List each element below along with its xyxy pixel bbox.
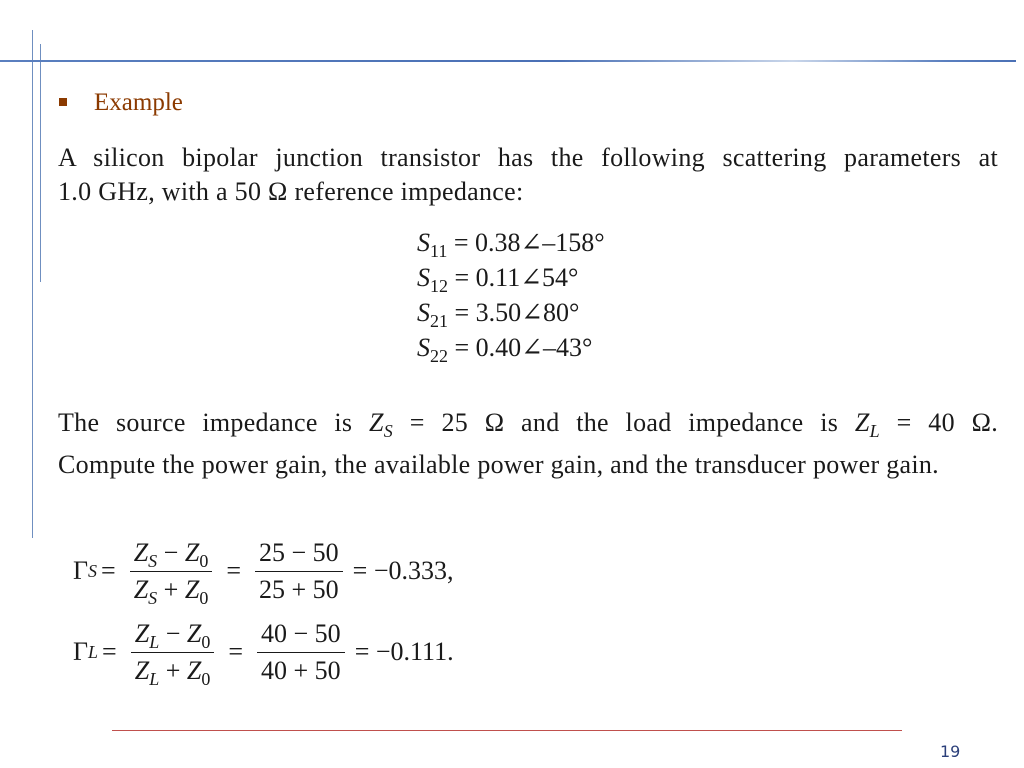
problem-text: The source impedance is <box>58 408 370 437</box>
equals-sign: = <box>102 637 117 666</box>
top-horizontal-rule <box>0 60 1016 62</box>
intro-line-1: A silicon bipolar junction transistor has the following scattering parameters at <box>58 143 998 172</box>
gamma-s-equation: Γ S = $\frac{Z_S - Z_0}{Z_S + Z_0}$ = $\frac{25 - 50}{25 + 50}$ = −0.333, <box>73 537 454 608</box>
z-symbol: Z <box>184 574 200 604</box>
fraction-numerator: 25 − 50 <box>255 537 343 572</box>
footer-rule <box>112 730 902 731</box>
sparam-symbol: S <box>417 228 430 257</box>
sparam-subscript: 11 <box>430 241 448 261</box>
equals-sign: = <box>101 556 116 585</box>
sparam-symbol: S <box>417 298 430 327</box>
z-subscript: L <box>149 631 160 652</box>
sparam-value: = 3.50∠80° <box>454 298 580 327</box>
minus-sign: − <box>157 537 185 567</box>
sparam-row <box>417 298 580 331</box>
fraction-symbolic <box>130 537 213 606</box>
fraction-denominator <box>131 653 215 687</box>
zl-subscript: L <box>869 421 880 442</box>
z-subscript: 0 <box>199 587 209 608</box>
z-symbol: Z <box>184 537 200 567</box>
problem-text: = 40 Ω. <box>879 408 999 437</box>
zs-symbol: Z <box>369 408 384 437</box>
sparam-value: = 0.11∠54° <box>454 263 579 292</box>
gamma-symbol: Γ <box>73 556 89 585</box>
z-subscript: S <box>148 550 158 571</box>
zl-symbol: Z <box>854 408 870 437</box>
intro-paragraph <box>58 141 998 209</box>
minus-sign: − <box>159 618 187 648</box>
sparam-row <box>417 263 579 296</box>
z-symbol: Z <box>133 574 149 604</box>
gamma-l-equation: Γ L = $\frac{Z_L - Z_0}{Z_L + Z_0}$ = $\frac{40 - 50}{40 + 50}$ = −0.111. <box>73 618 454 689</box>
left-vertical-rule-inner <box>40 44 41 282</box>
z-subscript: 0 <box>201 631 211 652</box>
equals-sign: = <box>226 556 241 585</box>
sparam-symbol: S <box>417 333 430 362</box>
fraction-denominator <box>130 572 213 606</box>
equation-result: = −0.333, <box>352 556 454 585</box>
sparam-subscript: 21 <box>430 311 448 331</box>
z-subscript: L <box>149 668 160 689</box>
z-symbol: Z <box>134 618 150 648</box>
problem-line-1 <box>58 408 999 442</box>
intro-line-2: 1.0 GHz, with a 50 Ω reference impedance: <box>58 177 524 206</box>
equation-result: = −0.111. <box>354 637 454 666</box>
fraction-numeric <box>257 618 345 687</box>
fraction-denominator: 25 + 50 <box>258 574 339 604</box>
problem-line-2: Compute the power gain, the available power gain, and the transducer power gain. <box>58 450 939 480</box>
sparam-value: = 0.38∠–158° <box>453 228 605 257</box>
problem-paragraph <box>58 406 998 482</box>
sparam-subscript: 22 <box>430 346 448 366</box>
zs-subscript: S <box>383 421 394 442</box>
equals-sign: = <box>228 637 244 666</box>
sparam-row <box>417 228 605 261</box>
problem-text: = 25 Ω and the load impedance is <box>393 408 855 437</box>
plus-sign: + <box>159 655 187 685</box>
gamma-symbol: Γ <box>73 637 89 666</box>
square-bullet-icon <box>59 98 67 106</box>
fraction-numerator <box>131 618 215 653</box>
slide-heading: Example <box>94 89 183 116</box>
z-subscript: 0 <box>201 668 211 689</box>
fraction-symbolic <box>131 618 215 687</box>
fraction-numerator: 40 − 50 <box>257 618 345 653</box>
z-symbol: Z <box>134 655 150 685</box>
fraction-numerator <box>130 537 213 572</box>
left-vertical-rule <box>32 30 33 538</box>
fraction-numeric <box>255 537 343 606</box>
z-symbol: Z <box>133 537 149 567</box>
z-symbol: Z <box>186 655 202 685</box>
z-symbol: Z <box>186 618 202 648</box>
sparam-row <box>417 333 593 366</box>
sparam-subscript: 12 <box>430 276 448 296</box>
z-subscript: 0 <box>199 550 209 571</box>
page-number: 19 <box>940 742 961 761</box>
fraction-denominator: 40 + 50 <box>261 655 341 685</box>
z-subscript: S <box>148 587 158 608</box>
sparam-value: = 0.40∠–43° <box>454 333 593 362</box>
plus-sign: + <box>157 574 185 604</box>
sparam-symbol: S <box>417 263 430 292</box>
